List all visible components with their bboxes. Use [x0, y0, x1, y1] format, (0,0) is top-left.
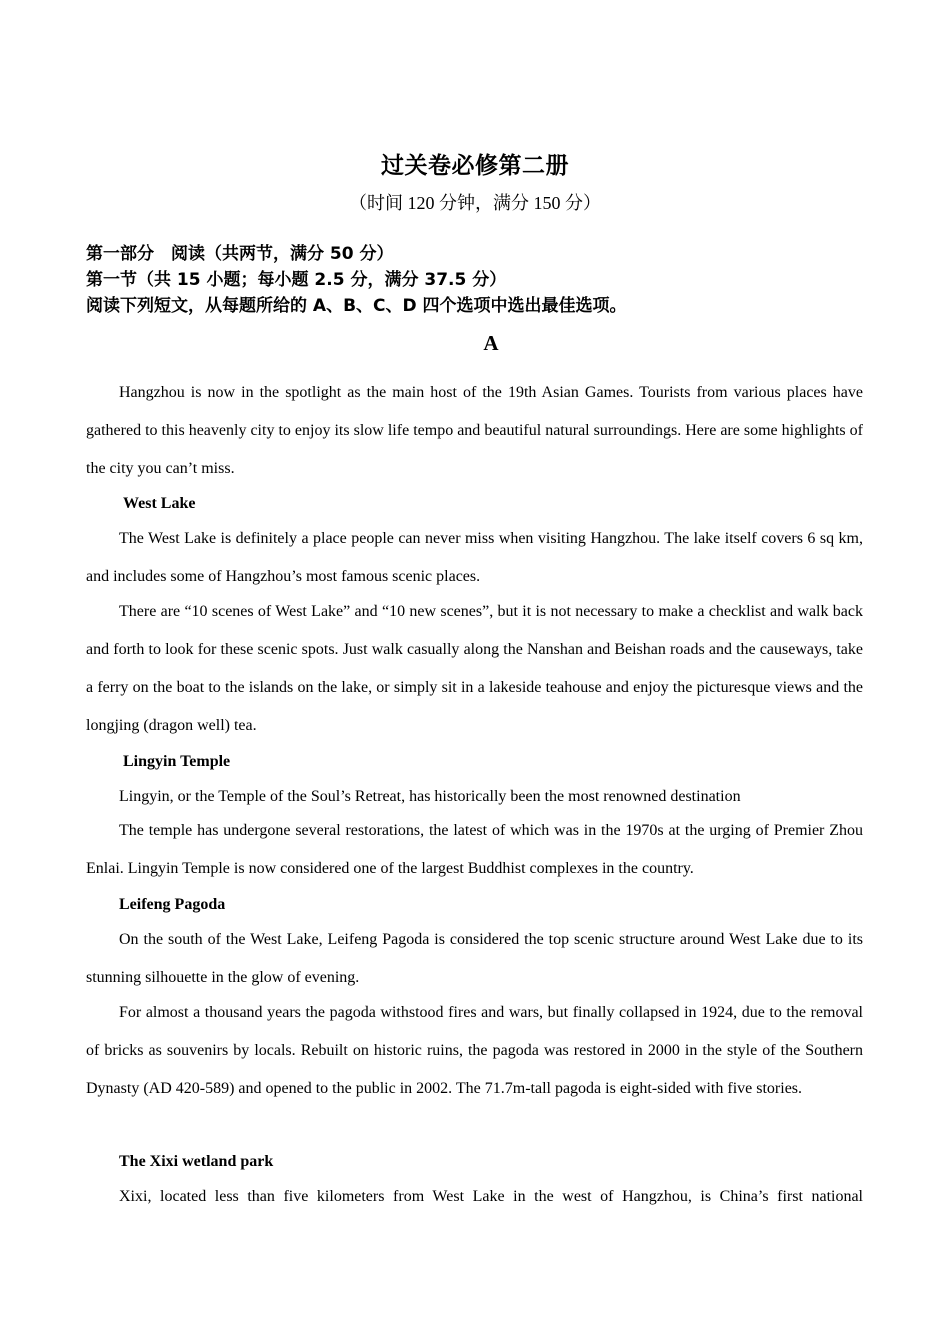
section-heading: 第一节（共 15 小题；每小题 2.5 分，满分 37.5 分） — [86, 270, 507, 290]
paragraph: Lingyin, or the Temple of the Soul’s Retreat, has historically been the most renowned destination — [119, 788, 741, 805]
paragraph: Xixi, located less than five kilometers from West Lake in the west of Hangzhou, is China’s first national — [119, 1188, 863, 1205]
part-heading: 第一部分 阅读（共两节，满分 50 分） — [86, 244, 394, 264]
paragraph: The temple has undergone several restorations, the latest of which was in the 1970s at the urging of Premier Zhou Enlai. Lingyin Temple is now considered one of the largest Buddhist complexes in the country. — [86, 822, 863, 877]
exam-time-and-score: （时间 120 分钟，满分 150 分） — [349, 193, 601, 213]
paragraph: For almost a thousand years the pagoda withstood fires and wars, but finally collapsed in 1924, due to the removal of bricks as souvenirs by locals. Rebuilt on historic ruins, the pagoda was restored in 2000 in the style of the Southern Dynasty (AD 420-589) and opened to the public in 2002. The 71.7m-tall pagoda is eight-sided with five stories. — [86, 1004, 863, 1097]
passage-letter: A — [483, 331, 499, 355]
subheading-leifeng-pagoda: Leifeng Pagoda — [119, 896, 226, 913]
paragraph: There are “10 scenes of West Lake” and “10 new scenes”, but it is not necessary to make a checklist and walk back and forth to look for these scenic spots. Just walk casually along the Nanshan and Beishan roads and the causeways, take a ferry on the boat to the islands on the lake, or simply sit in a lakeside teahouse and enjoy the picturesque views and the longjing (dragon well) tea. — [86, 603, 863, 734]
subheading-west-lake: West Lake — [123, 495, 196, 512]
subheading-lingyin-temple: Lingyin Temple — [123, 753, 231, 770]
page-title: 过关卷必修第二册 — [381, 153, 569, 179]
paragraph: On the south of the West Lake, Leifeng Pagoda is considered the top scenic structure around West Lake due to its stunning silhouette in the glow of evening. — [86, 931, 863, 986]
directions: 阅读下列短文，从每题所给的 A、B、C、D 四个选项中选出最佳选项。 — [86, 296, 627, 316]
subheading-xixi-wetland-park: The Xixi wetland park — [119, 1153, 274, 1170]
paragraph: The West Lake is definitely a place people can never miss when visiting Hangzhou. The lake itself covers 6 sq km, and includes some of Hangzhou’s most famous scenic places. — [86, 530, 863, 585]
passage-intro: Hangzhou is now in the spotlight as the main host of the 19th Asian Games. Tourists from various places have gathered to this heavenly city to enjoy its slow life tempo and beautiful natural surroundings. Here are some highlights of the city you can’t miss. — [86, 384, 863, 477]
